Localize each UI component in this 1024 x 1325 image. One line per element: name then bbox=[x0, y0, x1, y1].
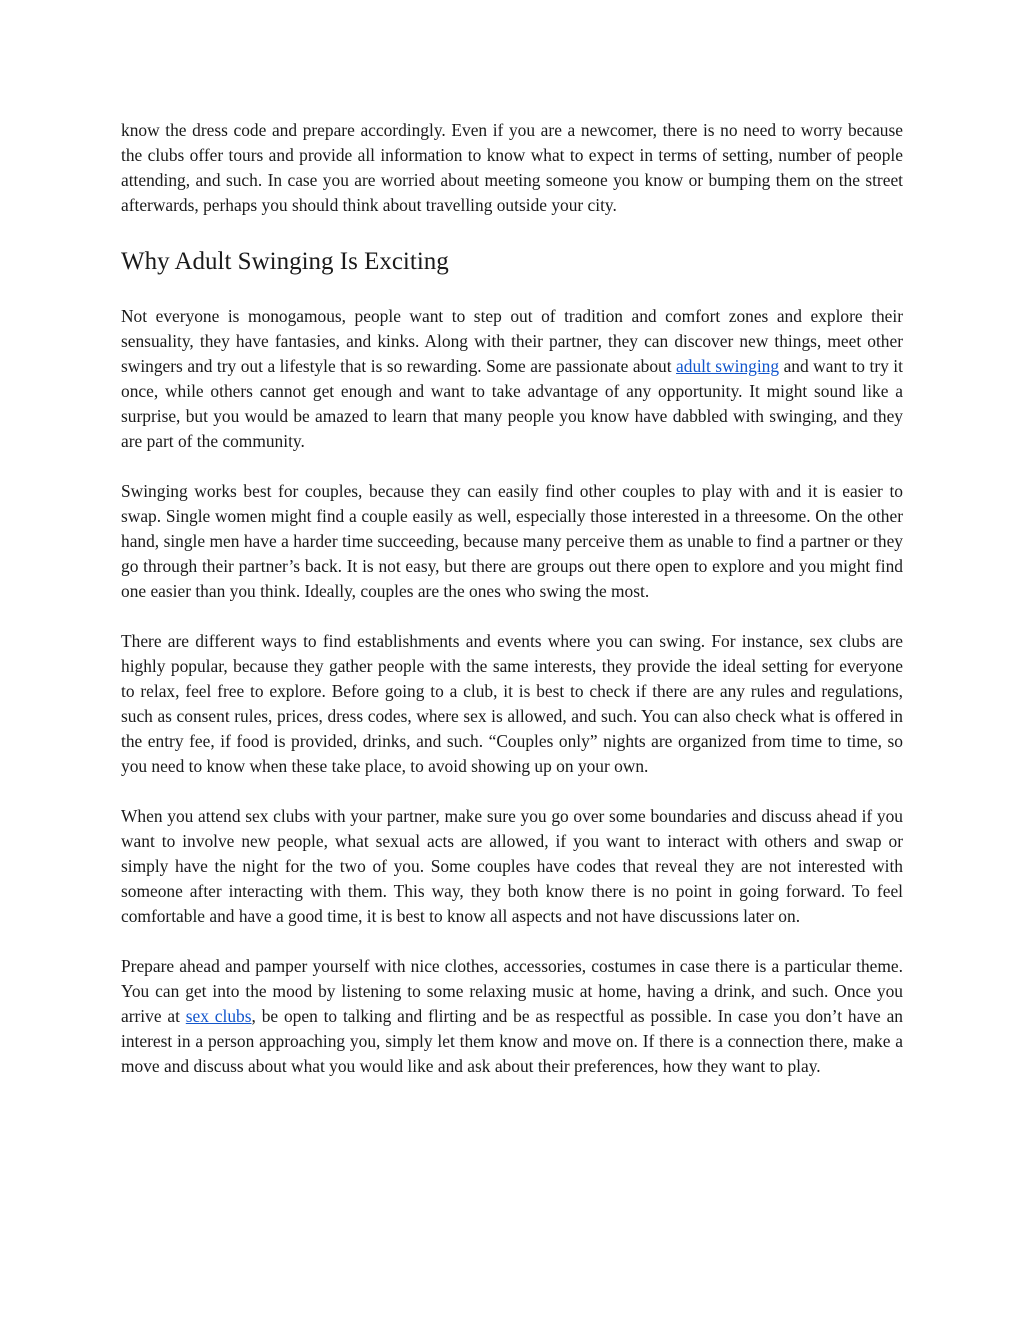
sex-clubs-link[interactable]: sex clubs bbox=[185, 1006, 252, 1026]
paragraph-1-text-before: Not everyone is monogamous, people want to step out of tradition and comfort zones and explore their sensuality, they have fantasies, and kinks. Along with their partner, they can discover new things, meet other swingers and try out a lifestyle that is so rewarding. Some are passionate about bbox=[121, 306, 903, 376]
paragraph-4: When you attend sex clubs with your partner, make sure you go over some boundaries and discuss ahead if you want to involve new people, what sexual acts are allowed, if you want to interact with others and swap or simply have the night for the two of you. Some couples have codes that reveal they are not interested with someone after interacting with them. This way, they both know there is no point in going forward. To feel comfortable and have a good time, it is best to know all aspects and not have discussions later on. bbox=[121, 806, 903, 926]
adult-swinging-link[interactable]: adult swinging bbox=[676, 356, 780, 376]
paragraph-5 bbox=[121, 954, 903, 1079]
paragraph-2: Swinging works best for couples, because they can easily find other couples to play with and it is easier to swap. Single women might find a couple easily as well, especially those interested in a threesome. On the other hand, single men have a harder time succeeding, because many perceive them as unable to find a partner or they go through their partner’s back. It is not easy, but there are groups out there open to explore and you might find one easier than you think. Ideally, couples are the ones who swing the most. bbox=[121, 481, 903, 601]
section-heading: Why Adult Swinging Is Exciting bbox=[121, 248, 449, 275]
paragraph-5-text-after: , be open to talking and flirting and be as respectful as possible. In case you don’t have an interest in a person approaching you, simply let them know and move on. If there is a connection there, make a move and discuss about what you would like and ask about their preferences, how they want to play. bbox=[121, 1006, 903, 1076]
paragraph-3: There are different ways to find establishments and events where you can swing. For instance, sex clubs are highly popular, because they gather people with the same interests, they provide the ideal setting for everyone to relax, feel free to explore. Before going to a club, it is best to check if there are any rules and regulations, such as consent rules, prices, dress codes, where sex is allowed, and such. You can also check what is offered in the entry fee, if food is provided, drinks, and such. “Couples only” nights are organized from time to time, so you need to know when these take place, to avoid showing up on your own. bbox=[121, 631, 903, 776]
paragraph-1-text-after: and want to try it once, while others cannot get enough and want to take advantage of any opportunity. It might sound like a surprise, but you would be amazed to learn that many people you know have dabbled with swinging, and they are part of the community. bbox=[121, 356, 903, 451]
paragraph-1 bbox=[121, 304, 903, 454]
paragraph-5-text-before: Prepare ahead and pamper yourself with nice clothes, accessories, costumes in case there is a particular theme. You can get into the mood by listening to some relaxing music at home, having a drink, and such. Once you arrive at bbox=[121, 956, 903, 1026]
intro-paragraph: know the dress code and prepare accordingly. Even if you are a newcomer, there is no need to worry because the clubs offer tours and provide all information to know what to expect in terms of setting, number of people attending, and such. In case you are worried about meeting someone you know or bumping them on the street afterwards, perhaps you should think about travelling outside your city. bbox=[121, 120, 903, 215]
document-page bbox=[121, 118, 903, 1079]
